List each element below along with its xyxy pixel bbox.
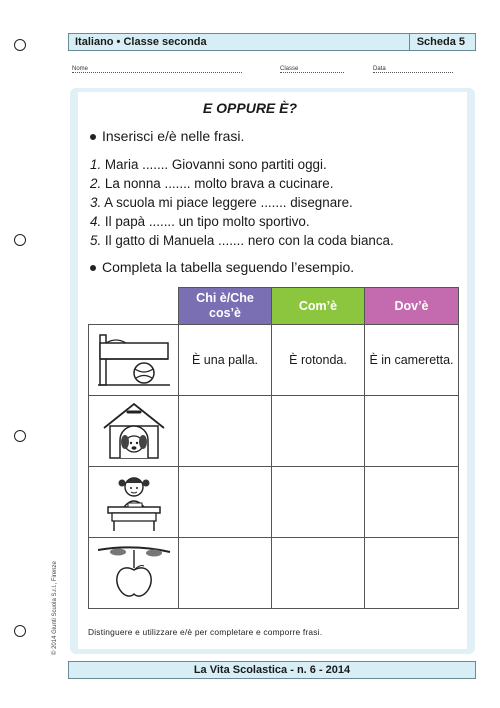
header-blank-cell <box>89 288 179 325</box>
header-subject: Italiano • Classe seconda <box>75 36 207 48</box>
table-row <box>89 467 459 538</box>
answer-cell[interactable]: È una palla. <box>179 325 272 396</box>
binder-hole-lower-middle <box>14 430 26 442</box>
exercise1-instruction: Inserisci e/è nelle frasi. <box>90 128 244 144</box>
sentence-5[interactable]: 5. Il gatto di Manuela ....... nero con la coda bianca. <box>90 233 394 248</box>
sentence-3[interactable]: 3. A scuola mi piace leggere ....... disegnare. <box>90 195 353 210</box>
dog-in-kennel-icon <box>89 396 179 467</box>
col-header-chi: Chi è/Che cos’è <box>179 288 272 325</box>
bullet-icon <box>90 134 96 140</box>
footer-bar: La Vita Scolastica - n. 6 - 2014 <box>68 661 476 679</box>
exercise2-instruction: Completa la tabella seguendo l’esempio. <box>90 259 354 275</box>
table-row <box>89 538 459 609</box>
col-header-come: Com’è <box>272 288 365 325</box>
answer-cell[interactable] <box>179 396 272 467</box>
ball-under-bed-icon <box>89 325 179 396</box>
answer-cell[interactable] <box>272 396 365 467</box>
answer-cell[interactable]: È in cameretta. <box>365 325 459 396</box>
header-sheet-number: Scheda 5 <box>416 36 465 48</box>
answer-cell[interactable] <box>365 396 459 467</box>
answer-table <box>88 287 459 609</box>
answer-cell[interactable] <box>365 538 459 609</box>
table-row <box>89 325 459 396</box>
binder-hole-top <box>14 39 26 51</box>
answer-cell[interactable]: È rotonda. <box>272 325 365 396</box>
header-bar <box>68 33 476 51</box>
apple-on-branch-icon <box>89 538 179 609</box>
class-label: Classe <box>280 66 299 72</box>
answer-cell[interactable] <box>365 467 459 538</box>
sentence-2[interactable]: 2. La nonna ....... molto brava a cucinare. <box>90 176 334 191</box>
binder-hole-bottom <box>14 625 26 637</box>
worksheet-title: E OPPURE È? <box>202 100 298 116</box>
answer-cell[interactable] <box>179 538 272 609</box>
learning-objective-note: Distinguere e utilizzare e/è per completare e comporre frasi. <box>88 627 323 637</box>
girl-at-desk-icon <box>89 467 179 538</box>
date-label: Data <box>373 66 386 72</box>
header-divider <box>409 34 410 50</box>
table-header-row <box>89 288 459 325</box>
answer-cell[interactable] <box>272 538 365 609</box>
answer-cell[interactable] <box>179 467 272 538</box>
answer-cell[interactable] <box>272 467 365 538</box>
table-row <box>89 396 459 467</box>
name-label: Nome <box>72 66 89 72</box>
binder-hole-upper-middle <box>14 234 26 246</box>
col-header-dove: Dov’è <box>365 288 459 325</box>
sentence-1[interactable]: 1. Maria ....... Giovanni sono partiti oggi. <box>90 157 327 172</box>
copyright-notice: © 2014 Giunti Scuola S.r.l., Firenze <box>52 561 58 655</box>
sentence-4[interactable]: 4. Il papà ....... un tipo molto sportivo. <box>90 214 310 229</box>
bullet-icon <box>90 265 96 271</box>
